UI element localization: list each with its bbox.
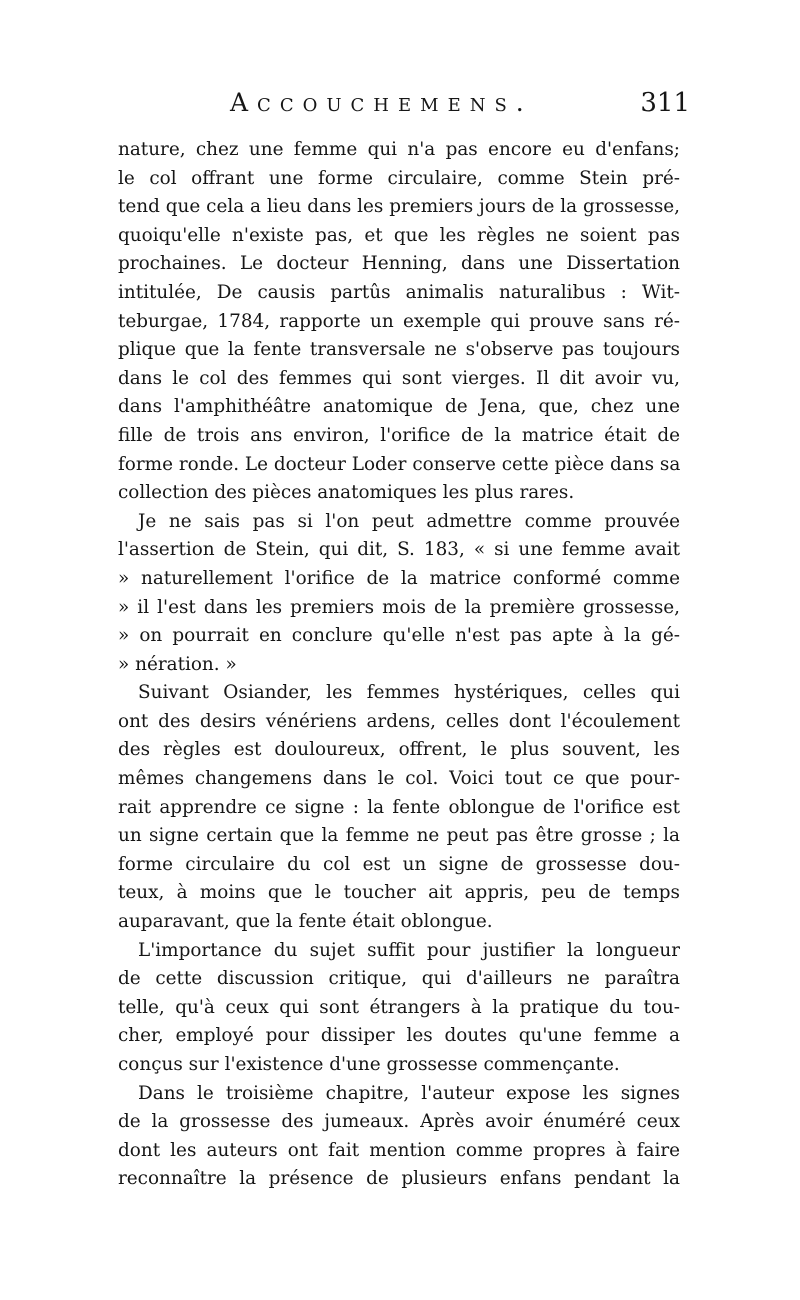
text-line: dont les auteurs ont fait mention comme propres à faire	[118, 1139, 680, 1161]
text-line: telle, qu'à ceux qui sont étrangers à la pratique du tou-	[118, 996, 680, 1018]
text-line: » nération. »	[118, 653, 237, 675]
text-line: Dans le troisième chapitre, l'auteur expose les signes	[138, 1082, 680, 1104]
text-line: collection des pièces anatomiques les plus rares.	[118, 482, 575, 504]
text-line: ont des desirs vénériens ardens, celles dont l'écoulement	[118, 710, 680, 732]
text-line: fille de trois ans environ, l'orifice de la matrice était de	[118, 424, 680, 446]
text-line: mêmes changemens dans le col. Voici tout ce que pour-	[118, 768, 680, 790]
text-line: » on pourrait en conclure qu'elle n'est pas apte à la gé-	[118, 625, 680, 647]
text-line: des règles est douloureux, offrent, le plus souvent, les	[118, 739, 680, 761]
text-line: de cette discussion critique, qui d'ailleurs ne paraîtra	[118, 968, 680, 990]
text-line: Je ne sais pas si l'on peut admettre comme prouvée	[138, 510, 680, 532]
page-header	[118, 88, 690, 128]
text-line: l'assertion de Stein, qui dit, S. 183, « si une femme avait	[118, 539, 680, 561]
text-line: plique que la fente transversale ne s'observe pas toujours	[118, 339, 680, 361]
body-text	[118, 136, 680, 1194]
text-line: de la grossesse des jumeaux. Après avoir énuméré ceux	[118, 1111, 680, 1133]
text-line: un signe certain que la femme ne peut pas être grosse ; la	[118, 825, 680, 847]
text-line: teburgae, 1784, rapporte un exemple qui prouve sans ré-	[118, 310, 680, 332]
text-line: tend que cela a lieu dans les premiers jours de la grossesse,	[118, 196, 680, 218]
running-title: Accouchemens.	[230, 88, 533, 117]
text-line: prochaines. Le docteur Henning, dans une Dissertation	[118, 253, 680, 275]
text-line: L'importance du sujet suffit pour justifier la longueur	[138, 939, 680, 961]
text-line: dans l'amphithéâtre anatomique de Jena, que, chez une	[118, 396, 680, 418]
text-line: » il l'est dans les premiers mois de la première grossesse,	[118, 596, 680, 618]
text-line: nature, chez une femme qui n'a pas encore eu d'enfans;	[118, 139, 680, 160]
text-line: auparavant, que la fente était oblongue.	[118, 911, 493, 933]
text-line: reconnaître la présence de plusieurs enfans pendant la	[118, 1168, 680, 1190]
page-number: 311	[640, 88, 690, 118]
text-line: forme ronde. Le docteur Loder conserve cette pièce dans sa	[118, 453, 680, 475]
text-line: dans le col des femmes qui sont vierges. Il dit avoir vu,	[118, 367, 680, 389]
text-line: rait apprendre ce signe : la fente oblongue de l'orifice est	[118, 796, 680, 818]
text-line: quoiqu'elle n'existe pas, et que les règles ne soient pas	[118, 224, 680, 246]
text-line: cher, employé pour dissiper les doutes qu'une femme a	[118, 1025, 680, 1047]
text-line: teux, à moins que le toucher ait appris, peu de temps	[118, 882, 680, 904]
text-line: Suivant Osiander, les femmes hystériques, celles qui	[138, 682, 680, 704]
text-line: » naturellement l'orifice de la matrice conformé comme	[118, 567, 680, 589]
text-line: intitulée, De causis partûs animalis naturalibus : Wit-	[118, 281, 680, 303]
text-line: le col offrant une forme circulaire, comme Stein pré-	[118, 167, 680, 189]
text-line: forme circulaire du col est un signe de grossesse dou-	[118, 853, 680, 875]
text-line: conçus sur l'existence d'une grossesse commençante.	[118, 1054, 620, 1075]
